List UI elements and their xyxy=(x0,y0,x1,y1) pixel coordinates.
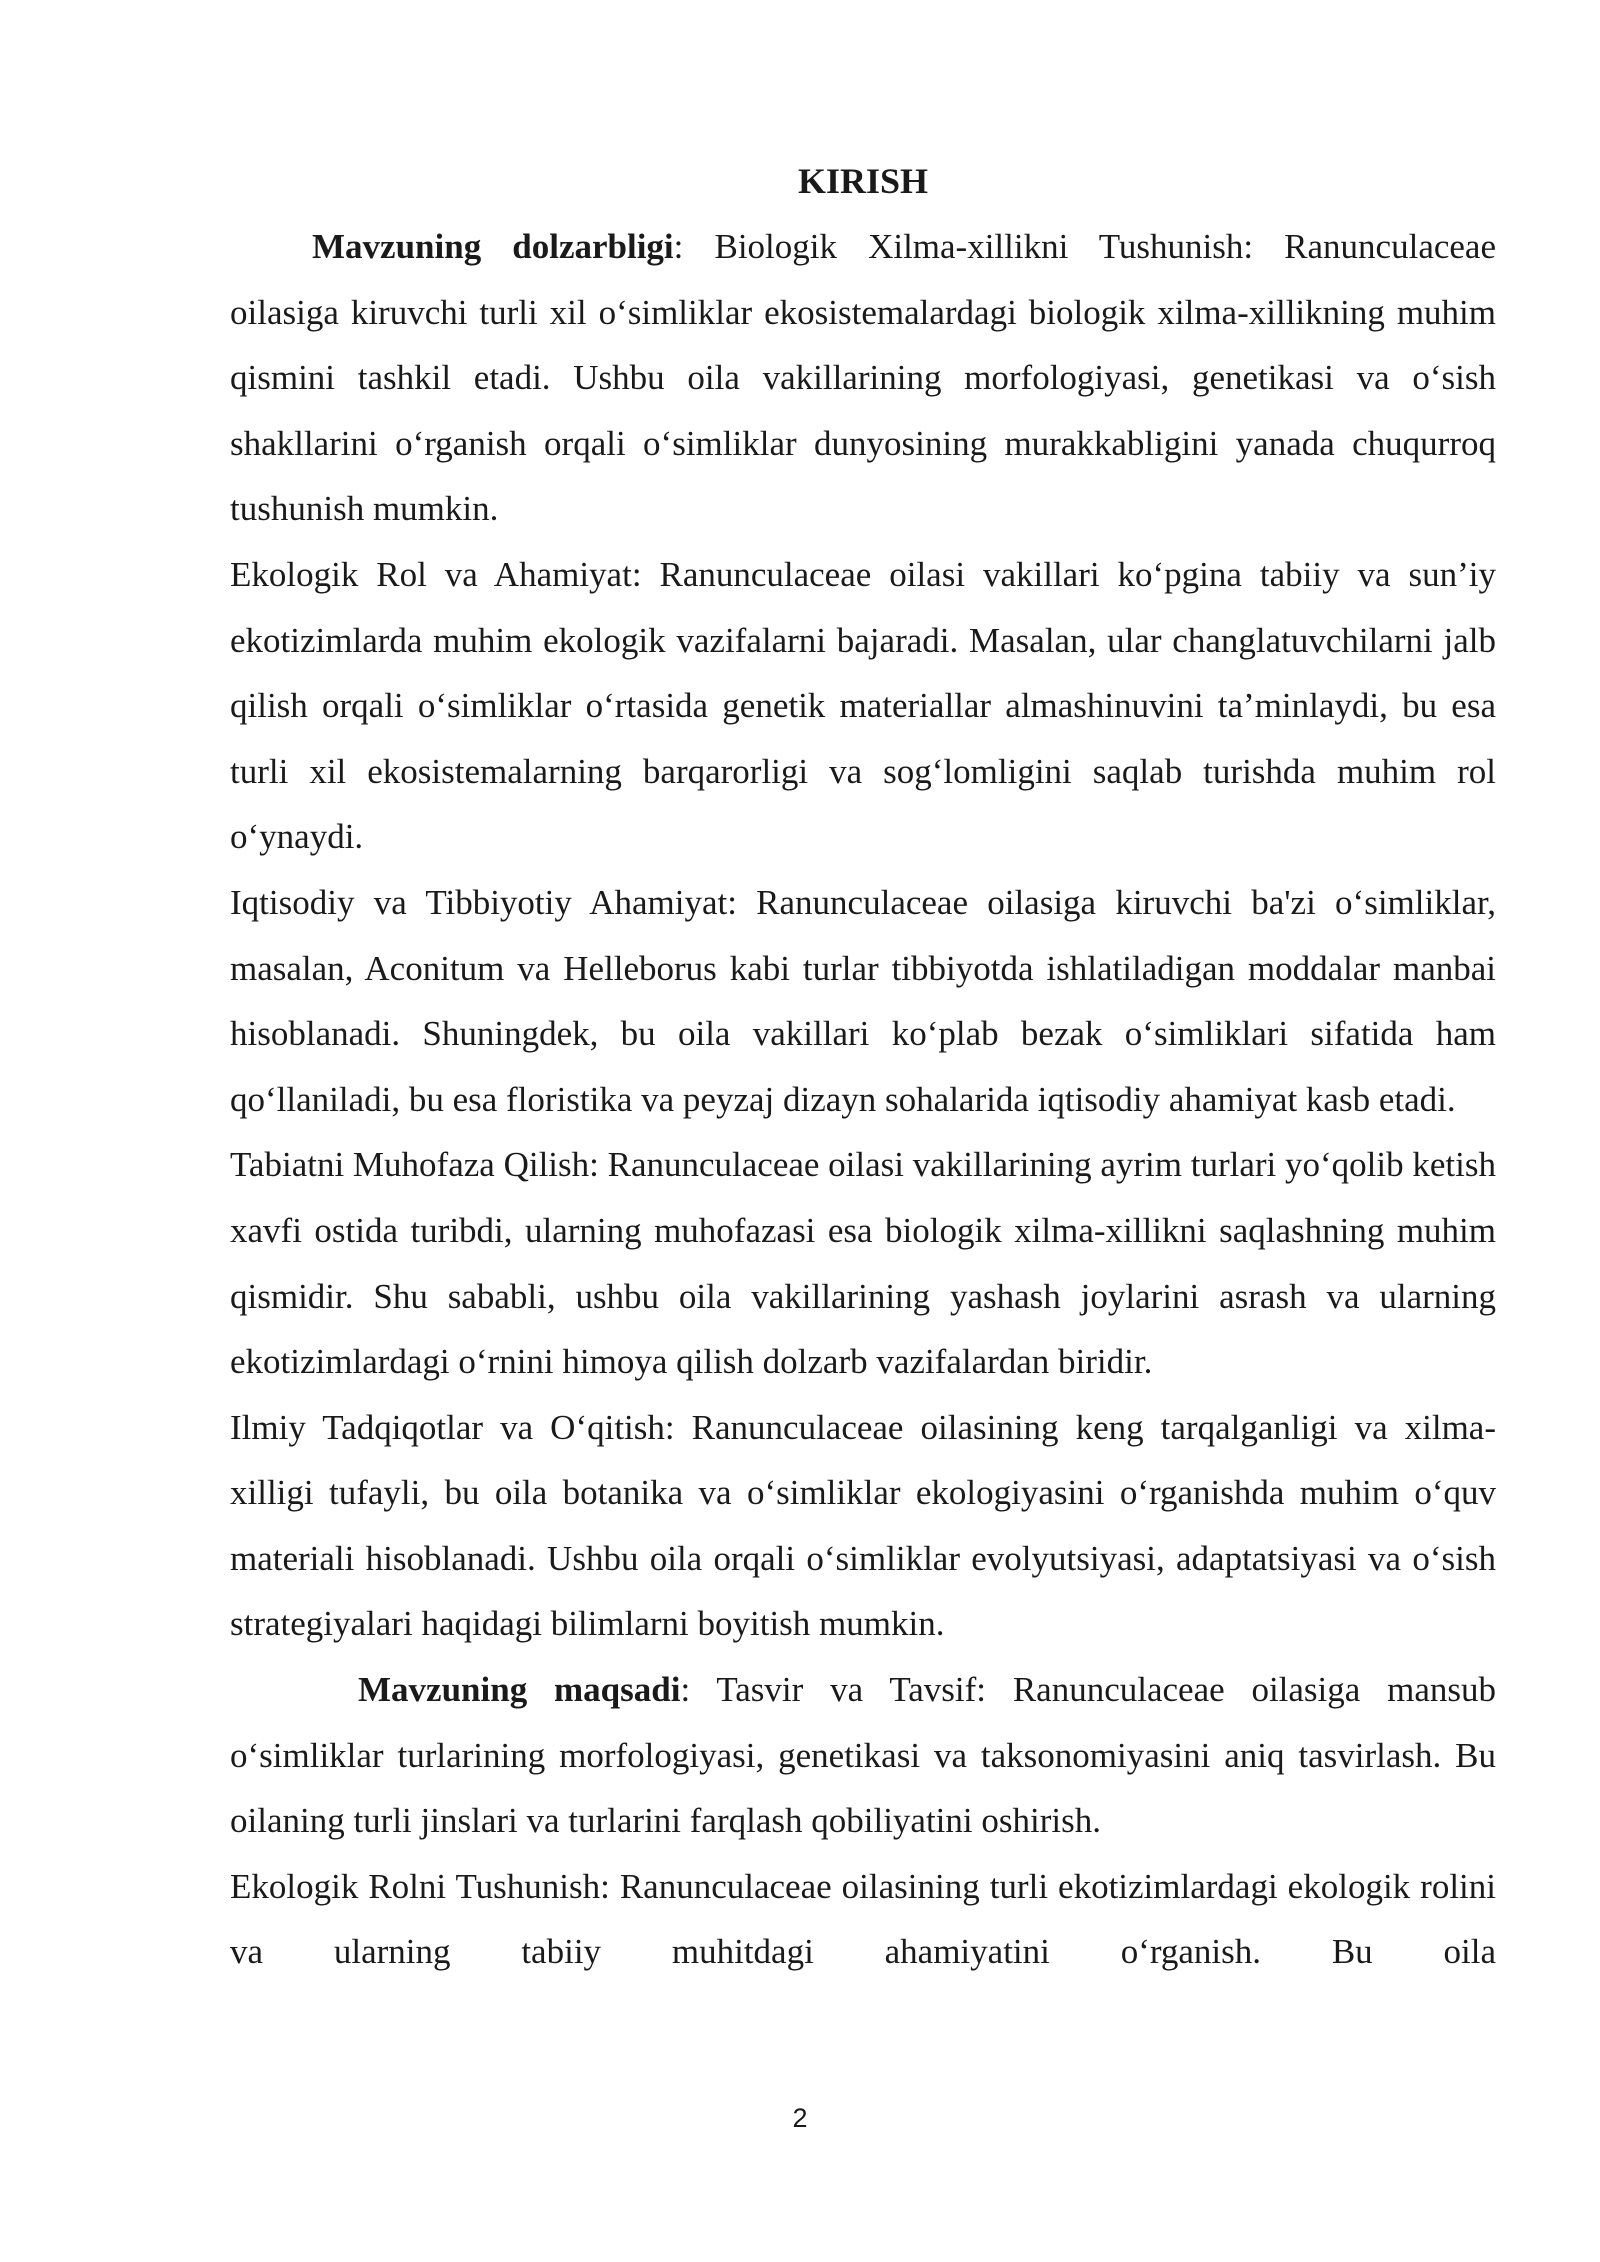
paragraph-lead: Mavzuning dolzarbligi xyxy=(312,227,674,266)
document-page xyxy=(230,148,1496,1985)
paragraph-ecological-role xyxy=(230,542,1496,870)
paragraph-ecological-understanding xyxy=(230,1854,1496,1985)
paragraph-text: : Tasvir va Tavsif: Ranunculaceae oilasiga mansub o‘simliklar turlarining morfologiyasi, genetikasi va taksonomiyasini aniq tasvirlash. Bu oilaning turli jinslari va turlarini farqlash qobiliyatini oshirish. xyxy=(230,1670,1496,1841)
paragraph-conservation xyxy=(230,1132,1496,1394)
paragraph-text: Tabiatni Muhofaza Qilish: Ranunculaceae oilasi vakillarining ayrim turlari yo‘qolib ketish xavfi ostida turibdi, ularning muhofazasi esa biologik xilma-xillikni saqlashning muhim qismidir. Shu sababli, ushbu oila vakillarining yashash joylarini asrash va ularning ekotizimlardagi o‘rnini himoya qilish dolzarb vazifalardan biridir. xyxy=(230,1145,1496,1382)
paragraph-text: Iqtisodiy va Tibbiyotiy Ahamiyat: Ranunculaceae oilasiga kiruvchi ba'zi o‘simliklar, masalan, Aconitum va Helleborus kabi turlar tibbiyotda ishlatiladigan moddalar manbai hisoblanadi. Shuningdek, bu oila vakillari ko‘plab bezak o‘simliklari sifatida ham qo‘llaniladi, bu esa floristika va peyzaj dizayn sohalarida iqtisodiy ahamiyat kasb etadi. xyxy=(230,882,1496,1119)
paragraph-text: Ilmiy Tadqiqotlar va O‘qitish: Ranunculaceae oilasining keng tarqalganligi va xilma-xilligi tufayli, bu oila botanika va o‘simliklar ekologiyasini o‘rganishda muhim o‘quv materiali hisoblanadi. Ushbu oila orqali o‘simliklar evolyutsiyasi, adaptatsiyasi va o‘sish strategiyalari haqidagi bilimlarni boyitish mumkin. xyxy=(230,1407,1496,1644)
paragraph-text: : Biologik Xilma-xillikni Tushunish: Ranunculaceae oilasiga kiruvchi turli xil o‘simliklar ekosistemalardagi biologik xilma-xillikning muhim qismini tashkil etadi. Ushbu oila vakillarining morfologiyasi, genetikasi va o‘sish shakllarini o‘rganish orqali o‘simliklar dunyosining murakkabligini yanada chuqurroq tushunish mumkin. xyxy=(230,227,1496,529)
paragraph-relevance xyxy=(230,214,1496,542)
paragraph-text: Ekologik Rol va Ahamiyat: Ranunculaceae oilasi vakillari ko‘pgina tabiiy va sun’iy ekotizimlarda muhim ekologik vazifalarni bajaradi. Masalan, ular changlatuvchilarni jalb qilish orqali o‘simliklar o‘rtasida genetik materiallar almashinuvini ta’minlaydi, bu esa turli xil ekosistemalarning barqarorligi va sog‘lomligini saqlab turishda muhim rol o‘ynaydi. xyxy=(230,554,1496,857)
paragraph-text: Ekologik Rolni Tushunish: Ranunculaceae oilasining turli ekotizimlardagi ekologik rolini va ularning tabiiy muhitdagi ahamiyatini o‘rganish. Bu oila xyxy=(230,1866,1496,1972)
paragraph-goal xyxy=(230,1657,1496,1854)
paragraph-lead: Mavzuning maqsadi xyxy=(358,1670,681,1710)
paragraph-research xyxy=(230,1395,1496,1657)
section-title: KIRISH xyxy=(797,161,929,201)
paragraph-economic-importance xyxy=(230,870,1496,1132)
page-number: 2 xyxy=(792,2103,808,2133)
